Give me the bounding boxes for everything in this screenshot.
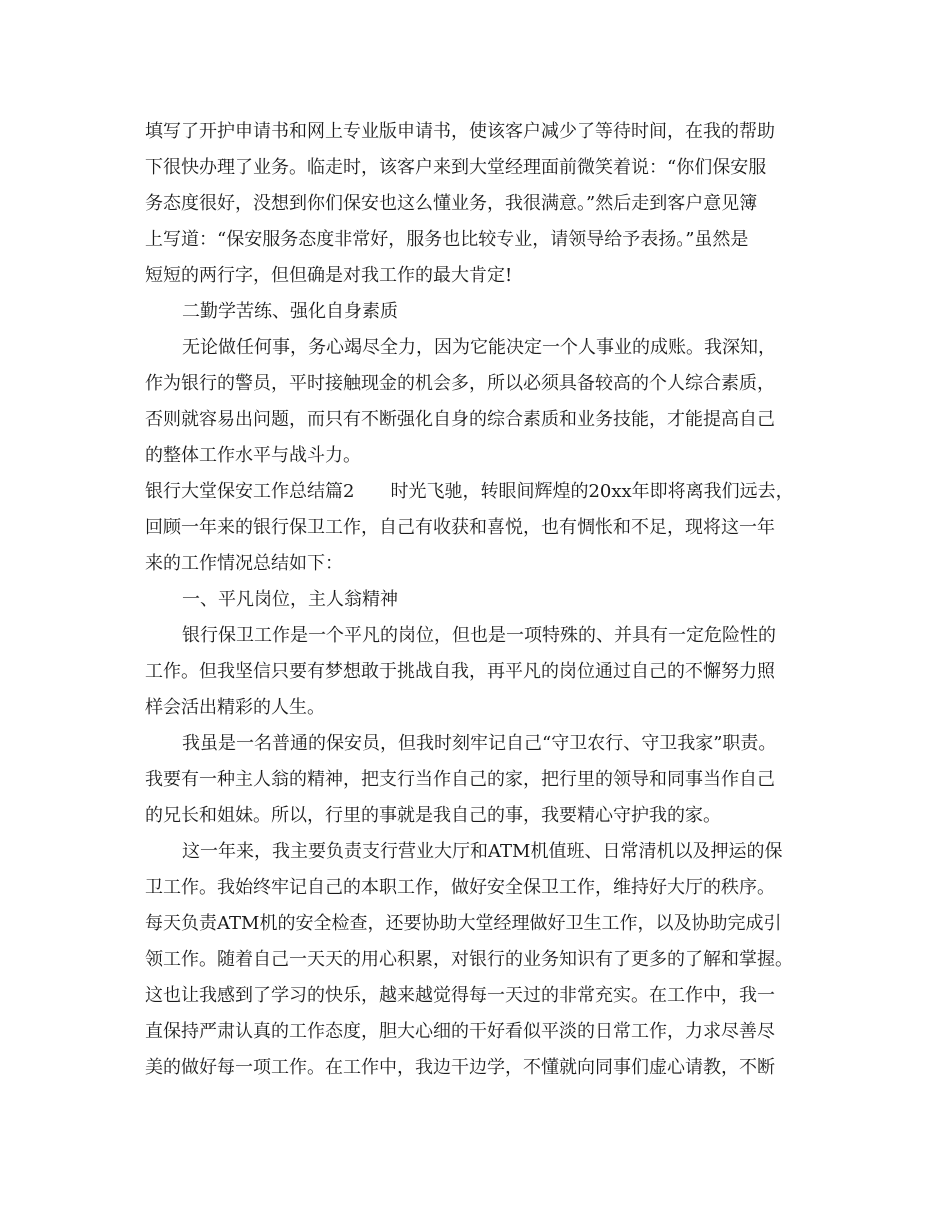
document-body — [145, 114, 810, 1086]
text-line: 二勤学苦练、强化自身素质 — [182, 301, 398, 322]
text-line: 作为银行的警员，平时接触现金的机会多，所以必须具备较高的个人综合素质， — [145, 373, 775, 394]
text-line: 短短的两行字，但但确是对我工作的最大肯定! — [145, 265, 513, 286]
text-line: 务态度很好，没想到你们保安也这么懂业务，我很满意。”然后走到客户意见簿 — [145, 193, 758, 214]
text-line: 无论做任何事，务心竭尽全力，因为它能决定一个人事业的成账。我深知， — [182, 337, 776, 358]
text-line: 的整体工作水平与战斗力。 — [145, 445, 361, 466]
text-line: 卫工作。我始终牢记自己的本职工作，做好安全保卫工作，维持好大厅的秩序。 — [145, 877, 775, 898]
text-line: 工作。但我坚信只要有梦想敢于挑战自我，再平凡的岗位通过自己的不懈努力照 — [145, 661, 775, 682]
text-line: 银行保卫工作是一个平凡的岗位，但也是一项特殊的、并具有一定危险性的 — [182, 625, 776, 646]
text-line: 下很快办理了业务。临走时，该客户来到大堂经理面前微笑着说：“你们保安服 — [145, 157, 767, 178]
text-line: 来的工作情况总结如下： — [145, 553, 343, 574]
text-line: 这也让我感到了学习的快乐，越来越觉得每一天过的非常充实。在工作中，我一 — [145, 985, 775, 1006]
text-line: 的兄长和姐妹。所以，行里的事就是我自己的事，我要精心守护我的家。 — [145, 805, 721, 826]
text-line: 直保持严肃认真的工作态度，胆大心细的干好看似平淡的日常工作，力求尽善尽 — [145, 1021, 775, 1042]
text-line: 这一年来，我主要负责支行营业大厅和ATM机值班、日常清机以及押运的保 — [182, 841, 783, 862]
text-line: 样会活出精彩的人生。 — [145, 697, 325, 718]
text-line: 填写了开护申请书和网上专业版申请书，使该客户减少了等待时间，在我的帮助 — [145, 121, 775, 142]
text-line: 否则就容易出问题，而只有不断强化自身的综合素质和业务技能，才能提高自己 — [145, 409, 775, 430]
text-line: 回顾一年来的银行保卫工作，自己有收获和喜悦，也有惆怅和不足，现将这一年 — [145, 517, 775, 538]
text-line: 每天负责ATM机的安全检查，还要协助大堂经理做好卫生工作，以及协助完成引 — [145, 913, 782, 934]
text-line: 一、平凡岗位，主人翁精神 — [182, 589, 398, 610]
text-line: 上写道：“保安服务态度非常好，服务也比较专业，请领导给予表扬。”虽然是 — [145, 229, 749, 250]
text-line: 我虽是一名普通的保安员，但我时刻牢记自己“守卫农行、守卫我家”职责。 — [182, 733, 777, 754]
text-line: 我要有一种主人翁的精神，把支行当作自己的家，把行里的领导和同事当作自己 — [145, 769, 775, 790]
text-line: 银行大堂保安工作总结篇2 时光飞驰，转眼间辉煌的20xx年即将离我们远去， — [145, 481, 794, 502]
text-line: 领工作。随着自己一天天的用心积累，对银行的业务知识有了更多的了解和掌握。 — [145, 949, 793, 970]
text-line: 美的做好每一项工作。在工作中，我边干边学，不懂就向同事们虚心请教，不断 — [145, 1057, 775, 1078]
